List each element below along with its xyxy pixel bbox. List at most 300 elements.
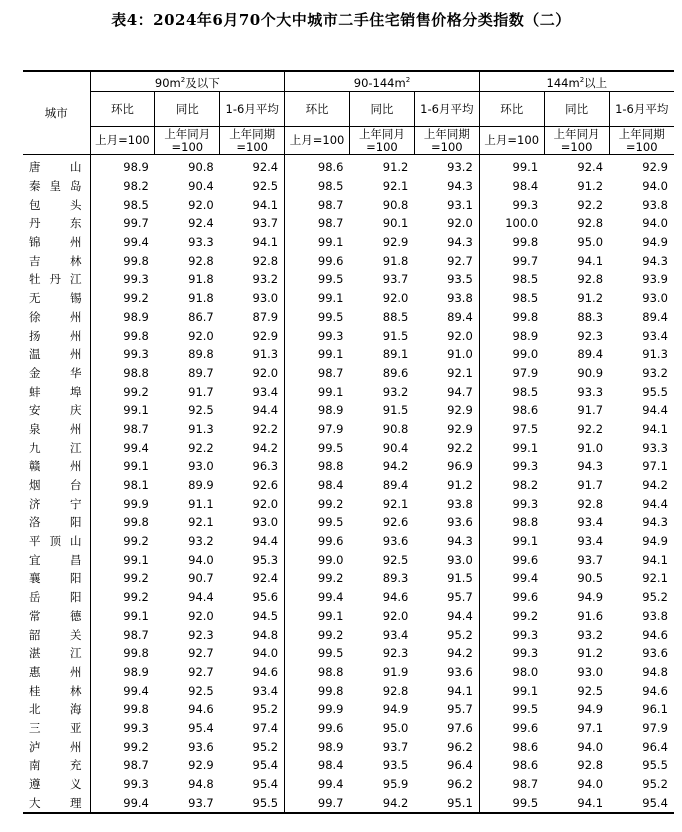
index-value: 94.1 [414,681,479,700]
index-value: 94.6 [382,590,409,605]
index-value: 92.0 [382,291,409,306]
city-name: 三亚 [23,719,90,738]
index-value: 99.1 [317,608,344,623]
index-value: 98.7 [123,758,149,773]
table-row [23,382,674,401]
table-row [23,214,674,233]
index-value: 98.9 [317,403,344,418]
ytd-avg-header: 1-6月平均 [609,92,674,127]
index-value: 92.3 [382,646,409,661]
index-value: 90.4 [382,440,409,455]
table-row [23,550,674,569]
index-value: 91.0 [577,440,604,455]
index-value: 89.9 [188,478,214,493]
index-value: 95.7 [414,700,479,719]
index-value: 92.8 [577,758,604,773]
index-value: 97.5 [512,421,539,436]
index-value: 94.1 [220,233,285,252]
index-value: 96.4 [642,739,668,754]
index-value: 98.7 [317,216,344,231]
index-value: 92.7 [188,646,214,661]
index-value: 92.1 [382,496,409,511]
index-value: 98.8 [317,459,344,474]
index-value: 94.0 [220,644,285,663]
city-name: 徐州 [23,308,90,327]
index-value: 98.9 [512,328,539,343]
index-value: 93.3 [642,440,668,455]
index-value: 99.2 [123,739,149,754]
base-prev-month-label: 上月=100 [479,127,544,155]
table-row [23,756,674,775]
index-value: 95.2 [220,737,285,756]
index-value: 99.8 [512,309,539,324]
city-name: 岳阳 [23,588,90,607]
base-prev-month-label: 上月=100 [285,127,350,155]
index-value: 92.2 [577,197,604,212]
index-value: 88.5 [382,309,409,324]
index-value: 93.4 [577,515,604,530]
index-value: 99.8 [123,646,149,661]
index-value: 95.5 [642,384,668,399]
index-value: 94.9 [642,235,668,250]
table-row [23,289,674,308]
index-value: 93.6 [188,739,214,754]
index-value: 91.0 [414,345,479,364]
index-value: 92.5 [220,177,285,196]
index-value: 98.7 [317,197,344,212]
index-value: 94.4 [642,403,668,418]
index-value: 99.9 [317,702,344,717]
index-value: 96.1 [642,702,668,717]
city-name: 温州 [23,345,90,364]
index-value: 92.0 [188,608,214,623]
index-value: 93.0 [642,291,668,306]
index-value: 98.1 [123,478,149,493]
index-value: 91.9 [382,664,409,679]
index-value: 95.2 [220,700,285,719]
index-value: 98.2 [123,179,149,194]
index-value: 94.0 [577,739,604,754]
index-value: 98.8 [512,515,539,530]
table-row [23,588,674,607]
index-value: 98.7 [317,365,344,380]
index-value: 94.6 [220,663,285,682]
index-value: 92.9 [220,326,285,345]
ytd-avg-header: 1-6月平均 [414,92,479,127]
index-value: 99.8 [317,683,344,698]
index-value: 93.8 [414,289,479,308]
index-value: 92.0 [414,214,479,233]
table-row [23,326,674,345]
mom-header: 环比 [479,92,544,127]
index-value: 93.8 [414,494,479,513]
index-value: 92.3 [188,627,214,642]
index-value: 94.6 [642,683,668,698]
index-value: 92.9 [382,235,409,250]
index-value: 99.3 [512,197,539,212]
index-value: 92.8 [382,683,409,698]
index-value: 99.1 [123,552,149,567]
index-value: 99.1 [512,534,539,549]
index-value: 89.6 [382,365,409,380]
index-value: 91.3 [642,347,668,362]
index-value: 99.5 [317,515,344,530]
index-value: 99.2 [123,384,149,399]
index-value: 92.7 [188,664,214,679]
index-value: 98.4 [317,478,344,493]
index-value: 95.2 [414,625,479,644]
table-row [23,155,674,177]
index-value: 98.6 [512,739,539,754]
city-name: 包头 [23,195,90,214]
index-value: 93.2 [642,365,668,380]
index-value: 86.7 [188,309,214,324]
index-value: 99.3 [317,328,344,343]
index-value: 92.6 [220,476,285,495]
index-value: 93.0 [188,459,214,474]
index-value: 99.2 [317,496,344,511]
table-row [23,438,674,457]
index-value: 99.8 [123,328,149,343]
index-value: 95.1 [414,793,479,813]
index-value: 95.3 [220,550,285,569]
index-value: 97.4 [220,719,285,738]
index-value: 99.4 [123,683,149,698]
city-name: 洛阳 [23,513,90,532]
index-value: 94.9 [577,590,604,605]
index-value: 90.8 [188,160,214,175]
city-name: 牡丹江 [23,270,90,289]
index-value: 95.5 [642,758,668,773]
index-value: 99.3 [512,496,539,511]
index-value: 91.8 [188,291,214,306]
price-index-table [23,70,674,814]
index-value: 98.8 [123,365,149,380]
index-value: 93.7 [220,214,285,233]
index-value: 93.4 [642,328,668,343]
index-value: 92.5 [577,683,604,698]
index-value: 94.0 [577,777,604,792]
city-name: 丹东 [23,214,90,233]
index-value: 91.2 [577,179,604,194]
index-value: 93.7 [577,552,604,567]
table-row [23,177,674,196]
city-name: 无锡 [23,289,90,308]
table-row [23,663,674,682]
index-value: 91.3 [220,345,285,364]
index-value: 92.5 [188,683,214,698]
index-value: 98.7 [512,777,539,792]
index-value: 99.0 [317,552,344,567]
index-value: 94.9 [642,534,668,549]
index-value: 89.4 [414,308,479,327]
index-value: 94.1 [577,795,604,810]
index-value: 95.2 [642,777,668,792]
index-value: 99.4 [317,590,344,605]
index-value: 99.6 [512,590,539,605]
index-value: 92.5 [382,552,409,567]
page-title: 表4：2024年6月70个大中城市二手住宅销售价格分类指数（二） [111,11,571,29]
base-prev-year-period-label: 上年同期=100 [414,127,479,155]
city-name: 遵义 [23,775,90,794]
table-row [23,625,674,644]
index-value: 99.5 [512,702,539,717]
index-value: 91.7 [577,403,604,418]
index-value: 98.9 [123,664,149,679]
index-value: 94.9 [577,702,604,717]
index-value: 99.1 [512,683,539,698]
index-value: 95.0 [382,720,409,735]
index-value: 98.2 [512,478,539,493]
index-value: 99.7 [317,795,344,810]
index-value: 94.3 [642,515,668,530]
index-value: 90.1 [382,216,409,231]
index-value: 89.3 [382,571,409,586]
index-value: 99.8 [123,702,149,717]
index-value: 99.6 [317,253,344,268]
yoy-header: 同比 [544,92,609,127]
index-value: 97.1 [642,459,668,474]
index-value: 93.6 [642,646,668,661]
index-value: 94.4 [642,496,668,511]
city-name: 扬州 [23,326,90,345]
index-value: 99.9 [123,496,149,511]
table-row [23,420,674,439]
index-value: 90.9 [577,365,604,380]
index-value: 93.9 [642,272,668,287]
index-value: 93.0 [220,289,285,308]
city-name: 大理 [23,793,90,813]
index-value: 93.8 [642,608,668,623]
index-value: 99.8 [123,253,149,268]
index-value: 91.7 [188,384,214,399]
index-value: 99.1 [317,347,344,362]
index-value: 89.8 [188,347,214,362]
index-value: 94.1 [577,253,604,268]
index-value: 94.3 [577,459,604,474]
index-value: 98.5 [512,272,539,287]
index-value: 92.0 [220,494,285,513]
index-value: 99.0 [512,347,539,362]
index-value: 92.8 [220,251,285,270]
index-value: 92.2 [414,438,479,457]
table-row [23,364,674,383]
index-value: 99.3 [123,720,149,735]
index-value: 91.6 [577,608,604,623]
index-value: 99.1 [317,291,344,306]
index-value: 99.3 [123,272,149,287]
city-name: 秦皇岛 [23,177,90,196]
index-value: 98.4 [512,179,539,194]
index-value: 92.7 [414,251,479,270]
table-row [23,345,674,364]
index-value: 92.9 [188,758,214,773]
index-value: 94.6 [188,702,214,717]
index-value: 94.0 [642,216,668,231]
index-value: 98.9 [317,739,344,754]
index-value: 93.7 [382,739,409,754]
index-value: 97.9 [512,365,539,380]
table-row [23,513,674,532]
index-value: 99.1 [123,459,149,474]
mom-header: 环比 [285,92,350,127]
index-value: 99.5 [317,440,344,455]
index-value: 93.2 [188,534,214,549]
index-value: 89.4 [382,478,409,493]
index-value: 94.6 [642,627,668,642]
index-value: 99.4 [512,571,539,586]
index-value: 92.2 [220,420,285,439]
index-value: 99.6 [317,534,344,549]
table-row [23,719,674,738]
index-value: 94.2 [414,644,479,663]
index-value: 98.0 [512,664,539,679]
table-row [23,457,674,476]
city-name: 韶关 [23,625,90,644]
table-row [23,233,674,252]
city-name: 桂林 [23,681,90,700]
index-value: 99.1 [123,403,149,418]
table-row [23,775,674,794]
index-value: 95.0 [577,235,604,250]
index-value: 90.7 [188,571,214,586]
index-value: 99.2 [317,571,344,586]
table-row [23,607,674,626]
city-name: 北海 [23,700,90,719]
index-value: 97.9 [317,421,344,436]
index-value: 93.2 [414,155,479,177]
index-value: 99.4 [317,777,344,792]
index-value: 99.2 [123,534,149,549]
index-value: 93.3 [188,235,214,250]
index-value: 92.8 [188,253,214,268]
index-value: 92.6 [382,515,409,530]
index-value: 90.8 [382,197,409,212]
index-value: 96.2 [414,775,479,794]
yoy-header: 同比 [155,92,220,127]
index-value: 98.4 [317,758,344,773]
index-value: 91.5 [382,328,409,343]
index-value: 99.8 [512,235,539,250]
index-value: 90.5 [577,571,604,586]
city-name: 锦州 [23,233,90,252]
index-value: 87.9 [220,308,285,327]
index-value: 92.0 [188,197,214,212]
group-header-medium: $90-144m^2$ [285,71,480,92]
table-row [23,195,674,214]
table-row [23,569,674,588]
index-value: 99.6 [317,720,344,735]
index-value: 98.6 [317,160,344,175]
index-value: 99.6 [512,720,539,735]
city-name: 唐山 [23,155,90,177]
index-value: 93.7 [382,272,409,287]
index-value: 93.4 [577,534,604,549]
index-value: 92.8 [577,272,604,287]
table-row [23,737,674,756]
index-value: 91.8 [188,272,214,287]
index-value: 94.0 [188,552,214,567]
index-value: 99.8 [123,515,149,530]
index-value: 92.0 [382,608,409,623]
index-value: 94.7 [414,382,479,401]
index-value: 92.0 [188,328,214,343]
index-value: 91.2 [577,291,604,306]
index-value: 99.2 [512,608,539,623]
index-value: 91.2 [577,646,604,661]
index-value: 92.0 [414,326,479,345]
index-value: 90.4 [188,179,214,194]
index-value: 94.3 [414,233,479,252]
index-value: 92.1 [414,364,479,383]
index-value: 99.2 [317,627,344,642]
index-value: 98.5 [512,291,539,306]
index-value: 97.9 [642,720,668,735]
index-value: 94.4 [220,532,285,551]
index-value: 95.9 [382,777,409,792]
base-prev-year-period-label: 上年同期=100 [220,127,285,155]
index-value: 89.1 [382,347,409,362]
index-value: 94.8 [220,625,285,644]
index-value: 93.6 [382,534,409,549]
index-value: 96.3 [220,457,285,476]
index-value: 96.2 [414,737,479,756]
group-header-small: $90m^2$及以下 [90,71,285,92]
city-name: 济宁 [23,494,90,513]
city-name: 赣州 [23,457,90,476]
index-value: 95.5 [220,793,285,813]
index-value: 93.0 [577,664,604,679]
index-value: 92.1 [188,515,214,530]
index-value: 88.3 [577,309,604,324]
table-row [23,308,674,327]
base-prev-month-label: 上月=100 [90,127,155,155]
index-value: 92.9 [414,401,479,420]
city-name: 泉州 [23,420,90,439]
index-value: 92.4 [188,216,214,231]
index-value: 99.4 [123,440,149,455]
index-value: 98.6 [512,403,539,418]
city-name: 吉林 [23,251,90,270]
table-row [23,476,674,495]
index-value: 99.5 [317,646,344,661]
city-name: 平顶山 [23,532,90,551]
index-value: 93.5 [382,758,409,773]
index-value: 100.0 [505,216,539,231]
index-value: 99.3 [512,627,539,642]
city-name: 湛江 [23,644,90,663]
index-value: 92.9 [414,420,479,439]
index-value: 96.4 [414,756,479,775]
index-value: 92.4 [577,160,604,175]
index-value: 92.0 [220,364,285,383]
index-value: 99.3 [123,777,149,792]
base-prev-year-month-label: 上年同月=100 [155,127,220,155]
index-value: 99.5 [317,272,344,287]
index-value: 95.7 [414,588,479,607]
index-value: 93.7 [188,795,214,810]
index-value: 93.8 [642,197,668,212]
index-value: 91.1 [188,496,214,511]
index-value: 99.3 [123,347,149,362]
index-value: 92.2 [188,440,214,455]
index-value: 94.1 [220,195,285,214]
index-value: 93.6 [414,663,479,682]
city-name: 惠州 [23,663,90,682]
index-value: 94.2 [220,438,285,457]
base-prev-year-month-label: 上年同月=100 [350,127,415,155]
index-value: 98.7 [123,421,149,436]
